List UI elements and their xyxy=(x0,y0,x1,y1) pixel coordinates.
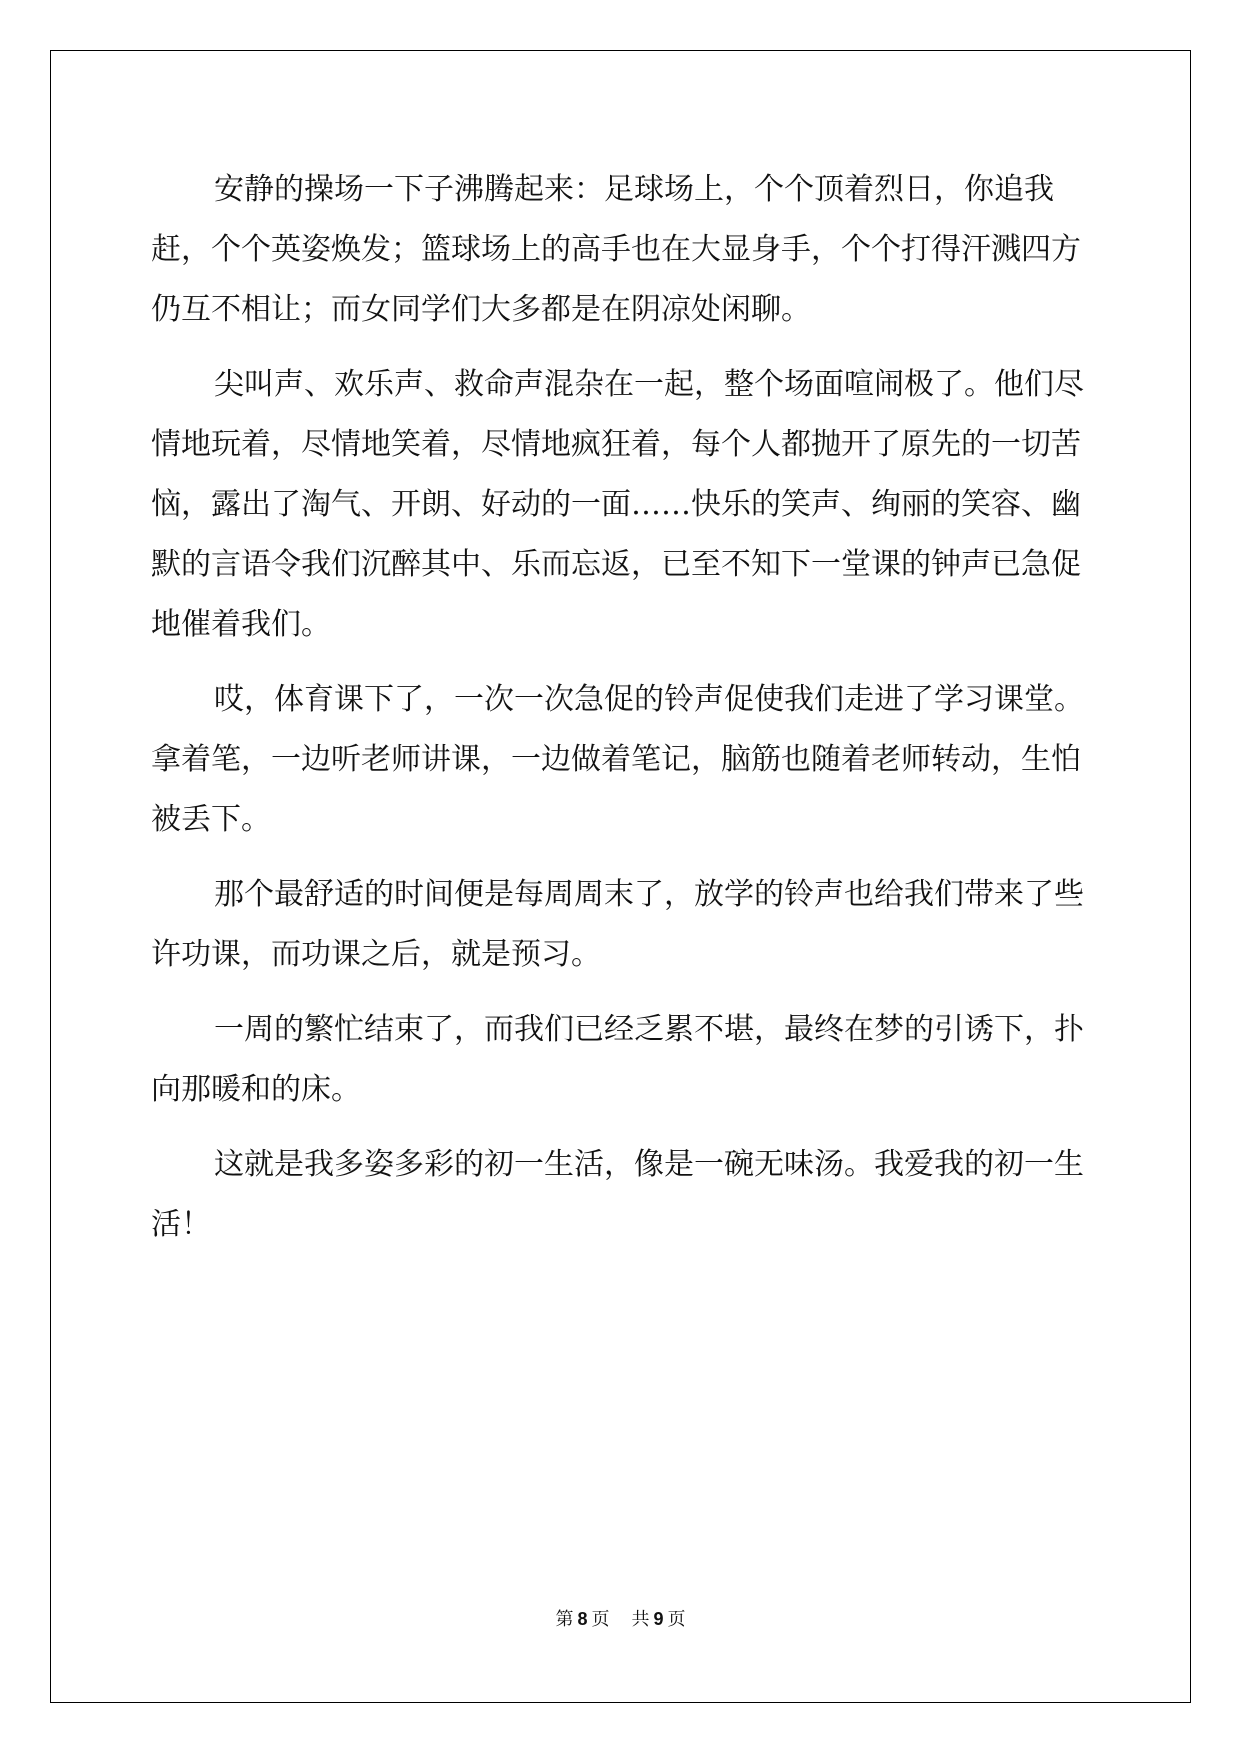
footer-total-suffix: 页 xyxy=(667,1609,686,1630)
paragraph-3: 哎，体育课下了，一次一次急促的铃声促使我们走进了学习课堂。拿着笔，一边听老师讲课，一边做着笔记，脑筋也随着老师转动，生怕被丢下。 xyxy=(151,682,1084,837)
document-body xyxy=(151,160,1091,1255)
page-footer xyxy=(0,1605,1241,1631)
paragraph-4: 那个最舒适的时间便是每周周末了，放学的铃声也给我们带来了些许功课，而功课之后，就是预习。 xyxy=(151,877,1084,972)
paragraph-6: 这就是我多姿多彩的初一生活，像是一碗无味汤。我爱我的初一生活！ xyxy=(151,1147,1084,1242)
footer-prefix: 第 xyxy=(555,1609,574,1630)
paragraph-1: 安静的操场一下子沸腾起来：足球场上，个个顶着烈日，你追我赶，个个英姿焕发；篮球场上的高手也在大显身手，个个打得汗溅四方仍互不相让；而女同学们大多都是在阴凉处闲聊。 xyxy=(151,172,1081,327)
footer-page-word: 页 xyxy=(591,1609,610,1630)
paragraph-2: 尖叫声、欢乐声、救命声混杂在一起，整个场面喧闹极了。他们尽情地玩着，尽情地笑着，尽情地疯狂着，每个人都抛开了原先的一切苦恼，露出了淘气、开朗、好动的一面……快乐的笑声、绚丽的笑容、幽默的言语令我们沉醉其中、乐而忘返，已至不知下一堂课的钟声已急促地催着我们。 xyxy=(151,367,1084,642)
paragraph-5: 一周的繁忙结束了，而我们已经乏累不堪，最终在梦的引诱下，扑向那暖和的床。 xyxy=(151,1012,1084,1107)
footer-total-prefix: 共 xyxy=(631,1609,650,1630)
current-page-number: 8 xyxy=(577,1609,588,1629)
total-pages-number: 9 xyxy=(653,1609,664,1629)
